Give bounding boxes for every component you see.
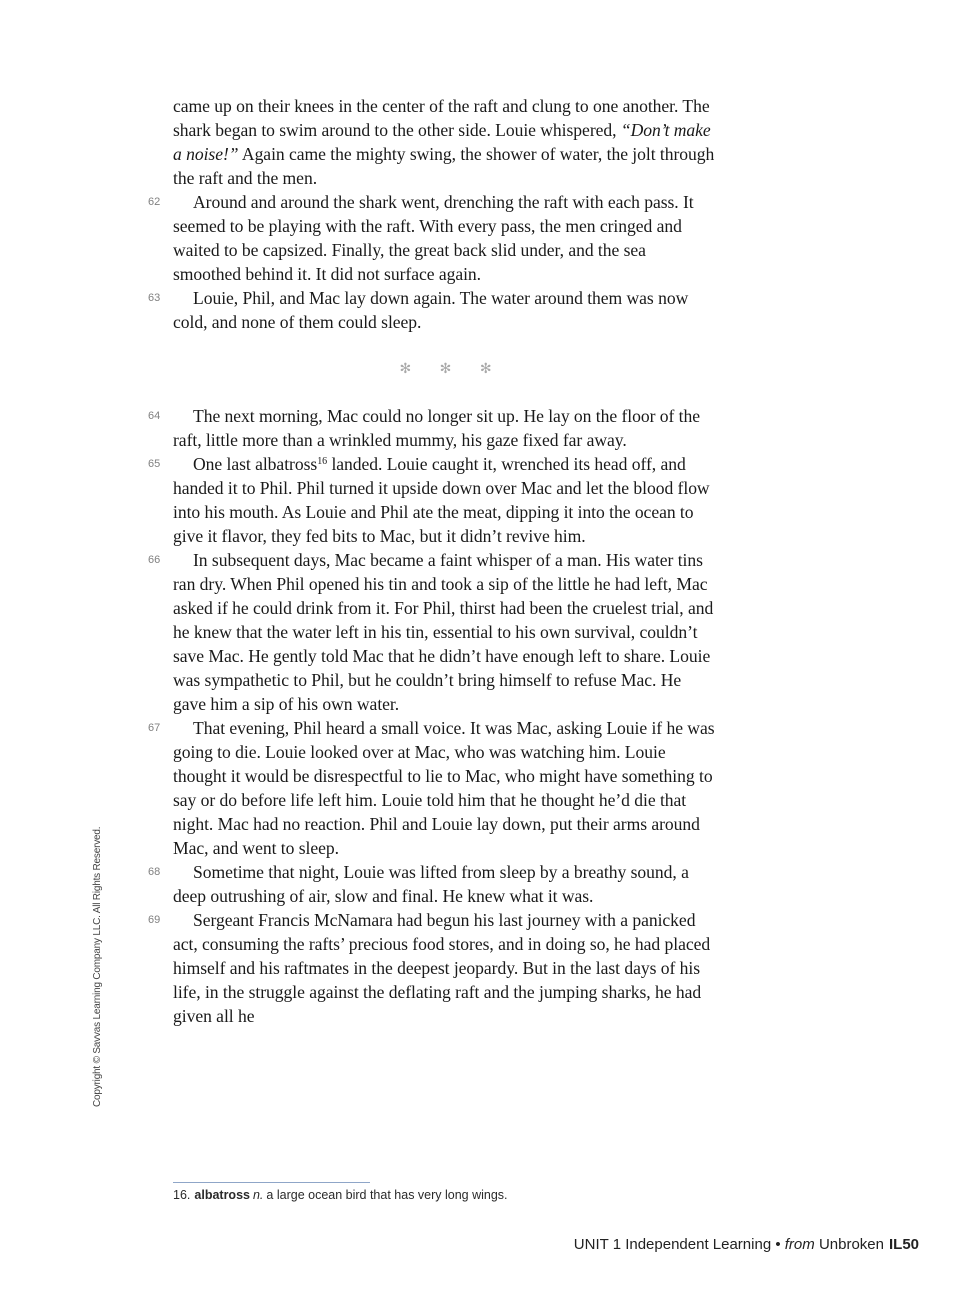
footnote-reference[interactable]: 16 (317, 456, 328, 467)
paragraph-text: That evening, Phil heard a small voice. It was Mac, asking Louie if he was going to die. Louie looked over at Mac, who was watching him. Louie thought it would be disrespectful to lie to Mac, who might have something to say or do before life left him. Louie told him that he thought he’d die that night. Mac had no reaction. Phil and Louie lay down, put their arms around Mac, and went to sleep. (173, 718, 715, 858)
footer-unit: UNIT 1 Independent Learning • (573, 1236, 781, 1253)
footnote-part-of-speech: n. (252, 1188, 264, 1202)
story-text (148, 94, 718, 1028)
paragraph-number: 63 (148, 292, 161, 304)
paragraph-number: 65 (148, 458, 161, 470)
paragraph-67 (148, 716, 718, 860)
paragraph-text: came up on their knees in the center of the raft and clung to one another. The shark began to swim around to the other side. Louie whispered, (173, 96, 710, 140)
paragraph-text: The next morning, Mac could no longer sit up. He lay on the floor of the raft, little more than a wrinkled mummy, his gaze fixed far away. (173, 406, 700, 450)
paragraph-text: Around and around the shark went, drenching the raft with each pass. It seemed to be playing with the raft. With every pass, the men cringed and waited to be capsized. Finally, the great back slid under, and the sea smoothed behind it. It did not surface again. (173, 192, 694, 284)
paragraph-number: 62 (148, 196, 161, 208)
paragraph-66 (148, 548, 718, 716)
paragraph-69 (148, 908, 718, 1028)
paragraph-63 (148, 286, 718, 334)
page-number: IL50 (888, 1236, 919, 1253)
paragraph-number: 64 (148, 410, 161, 422)
paragraph-61-continued (173, 94, 718, 190)
paragraph-text: Sometime that night, Louie was lifted from sleep by a breathy sound, a deep outrushing of air, slow and final. He knew what it was. (173, 862, 689, 906)
paragraph-number: 68 (148, 866, 161, 878)
italic-quote: “Don’t make a noise!” (173, 120, 711, 164)
footnote-divider (173, 1182, 370, 1183)
footer-title: Unbroken (818, 1236, 884, 1253)
paragraph-number: 67 (148, 722, 161, 734)
paragraph-number: 66 (148, 554, 161, 566)
paragraph-text: One last albatross (193, 454, 318, 474)
footnote-term: albatross (194, 1188, 250, 1202)
footer-from: from (784, 1236, 815, 1253)
paragraph-number: 69 (148, 914, 161, 926)
paragraph-text: Louie, Phil, and Mac lay down again. The water around them was now cold, and none of them could sleep. (173, 288, 689, 332)
paragraph-text-after: landed. Louie caught it, wrenched its head off, and handed it to Phil. Phil turned it upside down over Mac and let the blood flow into his mouth. As Louie and Phil ate the meat, dipping it into the ocean to give it flavor, they fed bits to Mac, but it didn’t revive him. (173, 454, 710, 546)
paragraph-65 (148, 452, 718, 548)
paragraph-text: In subsequent days, Mac became a faint whisper of a man. His water tins ran dry. When Phil opened his tin and took a sip of the little he had left, Mac asked if he could drink from it. For Phil, thirst had been the cruelest trial, and he knew that the water left in his tin, essential to his own survival, couldn’t save Mac. He gently told Mac that he didn’t have enough left to share. Louie was sympathetic to Phil, but he couldn’t bring himself to refuse Mac. He gave him a sip of his own water. (173, 550, 714, 714)
copyright-notice: Copyright © Savvas Learning Company LLC. All Rights Reserved. (92, 826, 103, 1107)
paragraph-68 (148, 860, 718, 908)
paragraph-62 (148, 190, 718, 286)
section-break-asterisks: ✻ ✻ ✻ (399, 361, 504, 377)
paragraph-text: Sergeant Francis McNamara had begun his last journey with a panicked act, consuming the rafts’ precious food stores, and in doing so, he had placed himself and his raftmates in the deepest jeopardy. But in the last days of his life, in the struggle against the deflating raft and the jumping sharks, he had given all he (173, 910, 711, 1026)
paragraph-text-after: Again came the mighty swing, the shower of water, the jolt through the raft and the men. (173, 144, 715, 188)
footnote (173, 1187, 508, 1203)
footnote-definition: a large ocean bird that has very long wings. (266, 1188, 508, 1202)
footnote-number: 16. (173, 1188, 191, 1202)
paragraph-64 (148, 404, 718, 452)
page-footer (574, 1235, 919, 1255)
